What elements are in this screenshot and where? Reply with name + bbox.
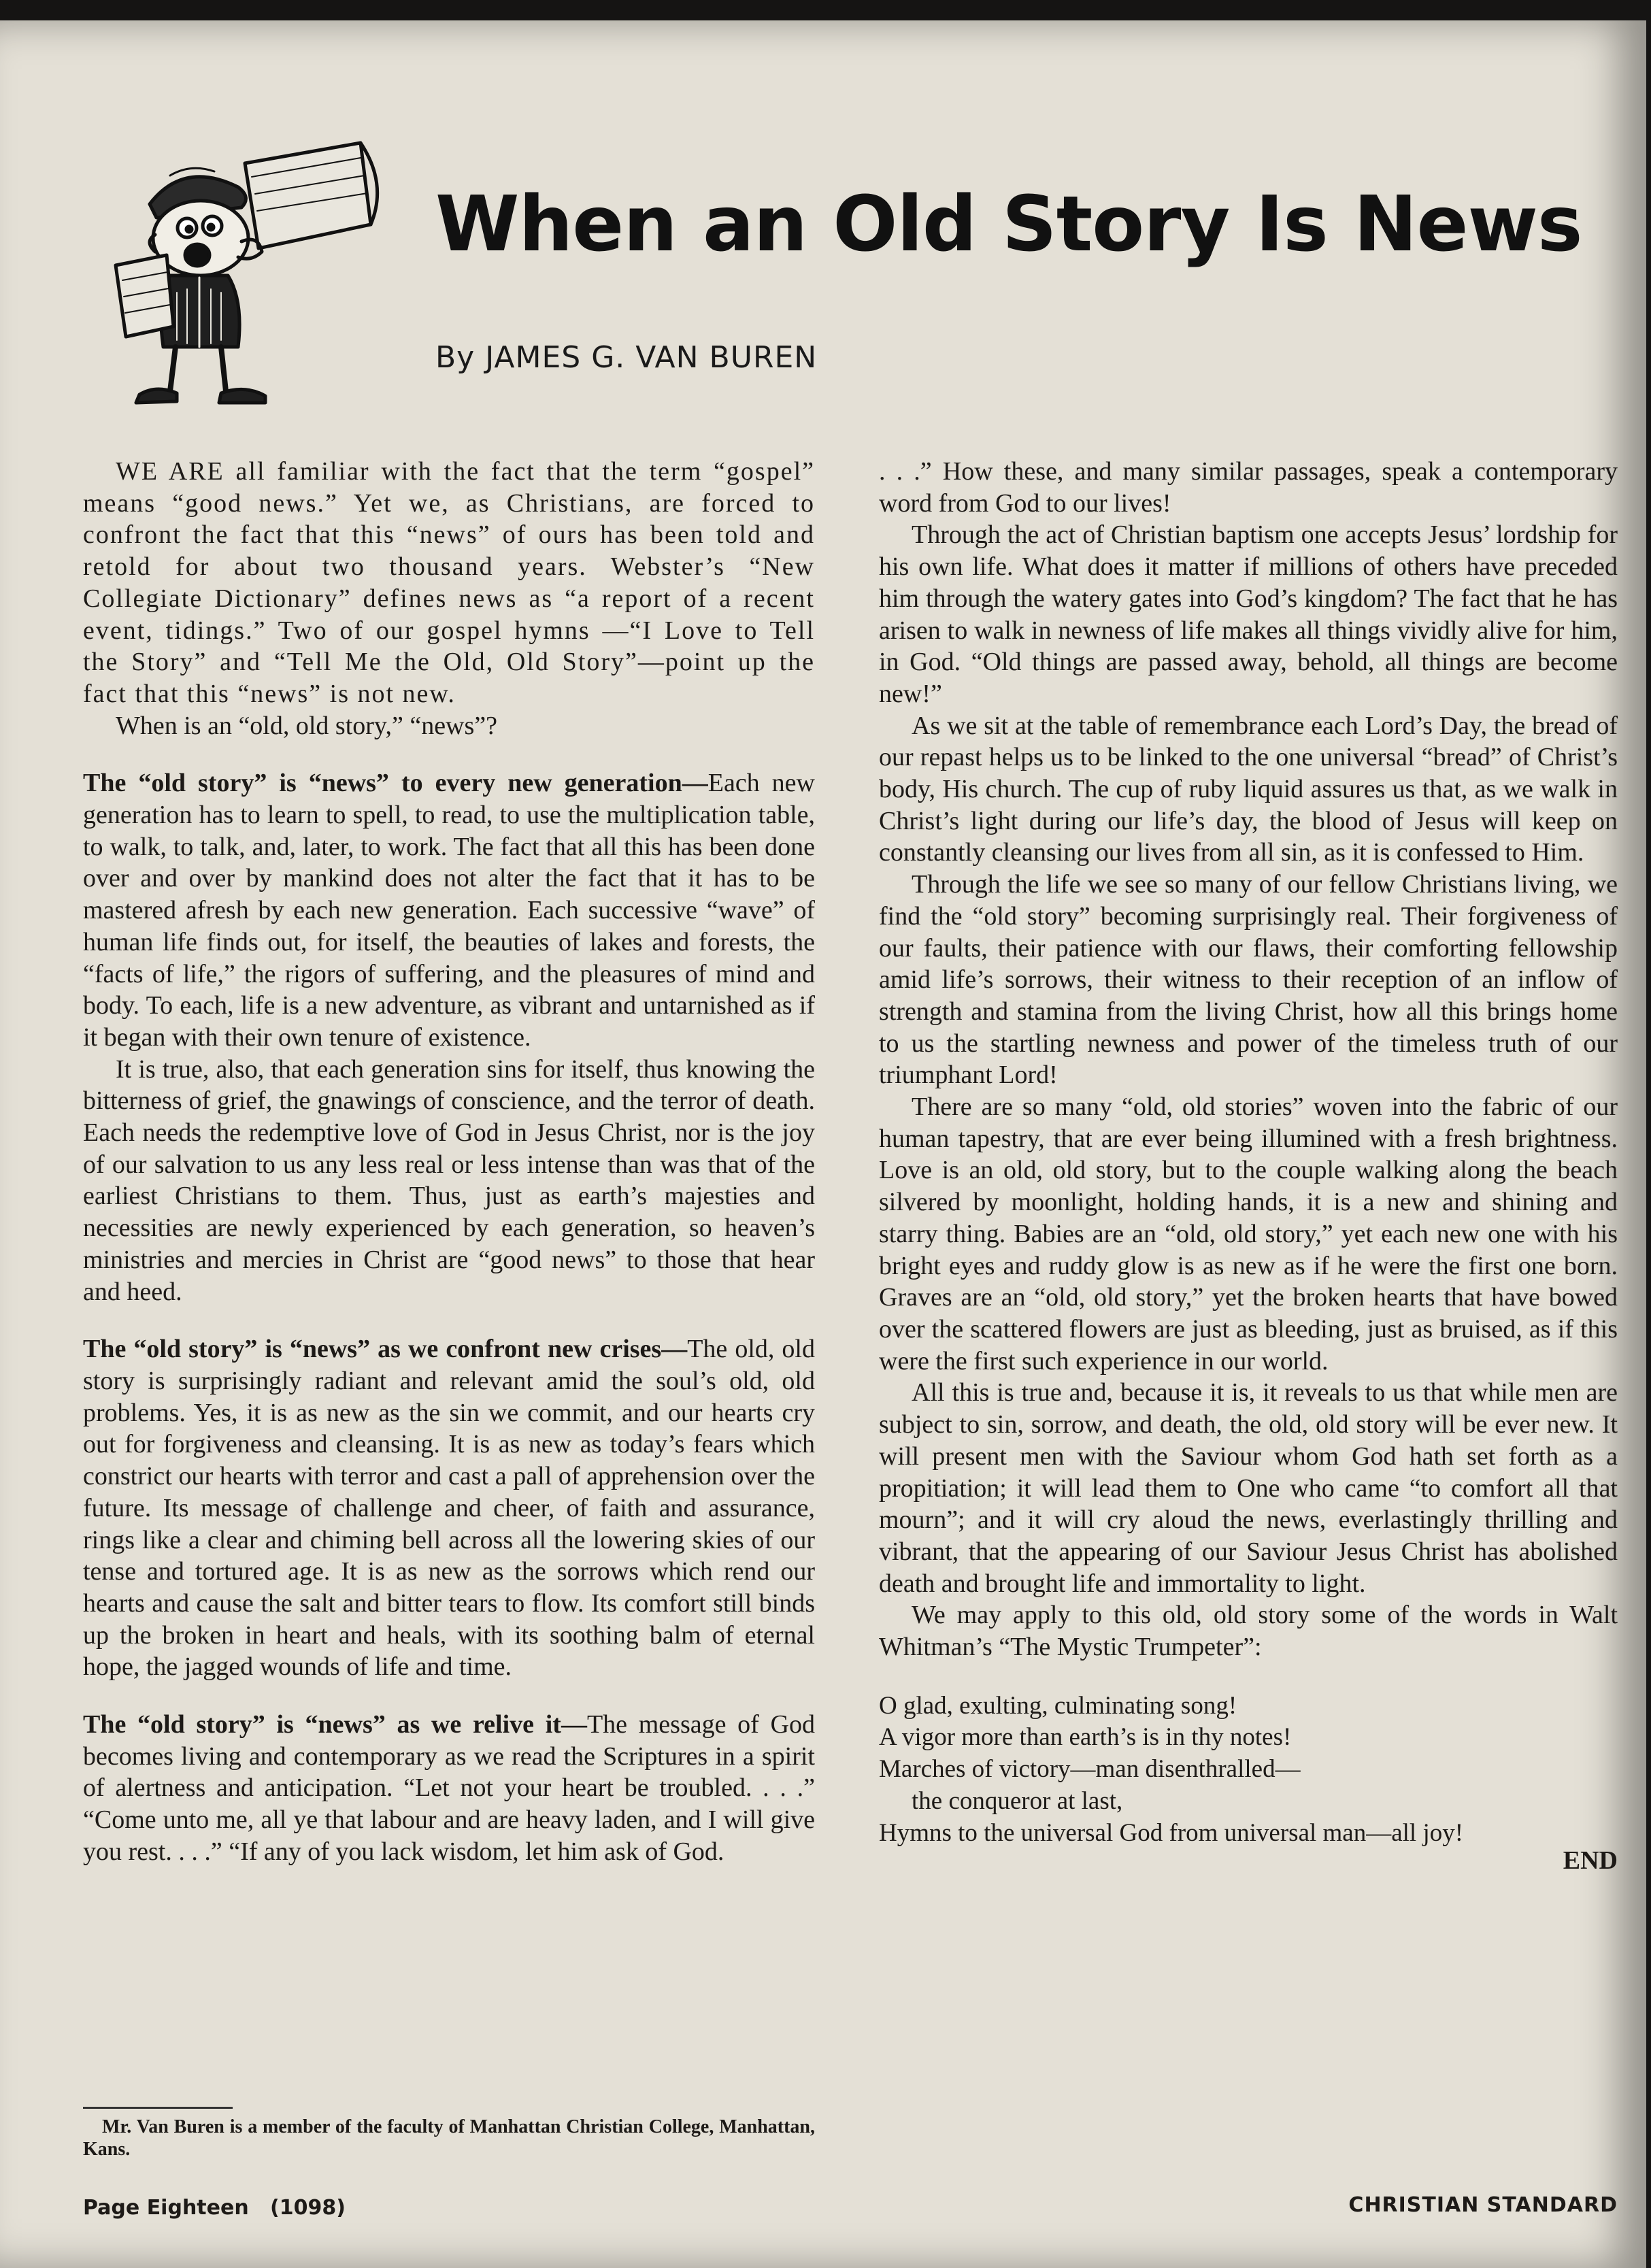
section-lead: The “old story” is “news” to every new generation— xyxy=(83,769,708,798)
section-text: The message of God becomes living and contemporary as we read the Scriptures in a spirit of alertness and anticipation. “Let not your heart be troubled. . . .” “Come unto me, all ye that labour and are heavy laden, and I will give you rest. . . .” “If any of you lack wisdom, let him ask of God. xyxy=(83,1710,815,1866)
magazine-page xyxy=(0,20,1646,2268)
byline: By JAMES G. VAN BUREN xyxy=(435,340,818,375)
section-lead: The “old story” is “news” as we relive it— xyxy=(83,1710,587,1739)
paragraph: . . .” How these, and many similar passages, speak a contemporary word from God to our lives! xyxy=(879,457,1618,518)
author-footnote: Mr. Van Buren is a member of the faculty of Manhattan Christian College, Manhattan, Kans. xyxy=(83,2116,815,2160)
paragraph: WE ARE all familiar with the fact that the term “gospel” means “good news.” Yet we, as Christians, are forced to confront the fact that this “news” of ours has been told and retold for about two thousand years. Webster’s “New Collegiate Dictionary” defines news as “a report of a recent event, tidings.” Two of our gospel hymns —“I Love to Tell the Story” and “Tell Me the Old, Old Story”—point up the fact that this “news” is not new. xyxy=(83,457,815,708)
paragraph: It is true, also, that each generation sins for itself, thus knowing the bitterness of grief, the gnawings of conscience, and the terror of death. Each needs the redemptive love of God in Jesus Christ, nor is the joy of our salvation to us any less real or less intense than was that of the earliest Christians to them. Thus, just as earth’s majesties and necessities are newly experienced by each generation, so heaven’s ministries and mercies in Christ are “good news” to those that hear and heed. xyxy=(83,1054,815,1306)
page-number: Page Eighteen (1098) xyxy=(83,2196,346,2220)
poem-line: A vigor more than earth’s is in thy notes! xyxy=(879,1723,1292,1752)
paragraph: Through the act of Christian baptism one accepts Jesus’ lordship for his own life. What does it matter if millions of others have preceded him through the watery gates into God’s kingdom? The fact that he has arisen to walk in newness of life makes all things vividly alive for him, in God. “Old things are passed away, behold, all things are become new!” xyxy=(879,520,1618,708)
end-mark: END xyxy=(1563,1846,1618,1875)
poem-line: the conqueror at last, xyxy=(912,1786,1123,1815)
publication-name: CHRISTIAN STANDARD xyxy=(1348,2193,1618,2217)
paragraph: There are so many “old, old stories” woven into the fabric of our human tapestry, that are ever being illumined with a fresh brightness. Love is an old, old story, but to the couple walking along the beach silvered by moonlight, holding hands, it is a new and shining and starry thing. Babies are an “old, old story,” yet each new one with his bright eyes and ruddy glow is as new as if he were the first one born. Graves are an “old, old story,” yet the broken hearts that have bowed over the scattered flowers are just as bleeding, just as bruised, as if this were the first such experience in our world. xyxy=(879,1093,1618,1375)
newsboy-cartoon-icon xyxy=(68,122,381,415)
paragraph: When is an “old, old story,” “news”? xyxy=(116,711,498,740)
section-text: The old, old story is surprisingly radiant and relevant amid the soul’s old, old problems. Yes, it is as new as the sin we commit, and our hearts cry out for forgiveness and cleansing. It is as new as today’s fears which constrict our hearts with terror and cast a pall of apprehension over the future. Its message of challenge and cheer, of faith and assurance, rings like a clear and chiming bell across all the lowering skies of our tense and tortured age. It is as new as the sorrows which rend our hearts and cause the salt and bitter tears to flow. Its comfort still binds up the broken in heart and heals, with its soothing balm of eternal hope, the jagged wounds of life and time. xyxy=(83,1335,815,1682)
poem-line: Hymns to the universal God from universal man—all joy! xyxy=(879,1818,1464,1847)
article-title: When an Old Story Is News xyxy=(435,180,1582,269)
paragraph: All this is true and, because it is, it reveals to us that while men are subject to sin, sorrow, and death, the old, old story will be ever new. It will present men with the Saviour whom God hath set forth as a propitiation; it will lead them to One who came “to comfort all that mourn”; and it will cry aloud the news, everlastingly thrilling and vibrant, that the appearing of our Saviour Jesus Christ has abolished death and brought life and immortality to light. xyxy=(879,1378,1618,1598)
paragraph: We may apply to this old, old story some of the words in Walt Whitman’s “The Mystic Trumpeter”: xyxy=(879,1601,1618,1662)
paragraph: As we sit at the table of remembrance each Lord’s Day, the bread of our repast helps us to be linked to the one universal “bread” of Christ’s body, His church. The cup of ruby liquid assures us that, as we walk in Christ’s light during our life’s day, the blood of Jesus will keep on constantly cleansing our lives from all sin, as it is confessed to Him. xyxy=(879,711,1618,867)
poem-line: Marches of victory—man disenthralled— xyxy=(879,1755,1301,1784)
right-column xyxy=(879,456,1618,1877)
poem-quote xyxy=(879,1690,1618,1850)
section-paragraph xyxy=(83,767,815,1053)
poem-line: O glad, exulting, culminating song! xyxy=(879,1691,1237,1720)
left-column xyxy=(83,456,815,1868)
section-text: Each new generation has to learn to spell, to read, to use the multiplication table, to walk, to talk, and, later, to work. The fact that all this has been done over and over by mankind does not alter the fact that it has to be mastered afresh by each new generation. Each successive “wave” of human life finds out, for itself, the beauties of lakes and forests, the “facts of life,” the rigors of suffering, and the pleasures of mind and body. To each, life is a new adventure, as vibrant and untarnished as if it began with their own tenure of existence. xyxy=(83,769,815,1052)
section-paragraph xyxy=(83,1333,815,1683)
section-paragraph xyxy=(83,1709,815,1868)
footnote-divider xyxy=(83,2107,233,2109)
paragraph: Through the life we see so many of our fellow Christians living, we find the “old story” becoming surprisingly real. Their forgiveness of our faults, their patience with our flaws, their comforting fellowship amid life’s sorrows, their witness to their reception of an inflow of strength and stamina from the living Christ, how all this brings home to us the startling newness and power of the timeless truth of our triumphant Lord! xyxy=(879,870,1618,1090)
section-lead: The “old story” is “news” as we confront new crises— xyxy=(83,1335,688,1364)
